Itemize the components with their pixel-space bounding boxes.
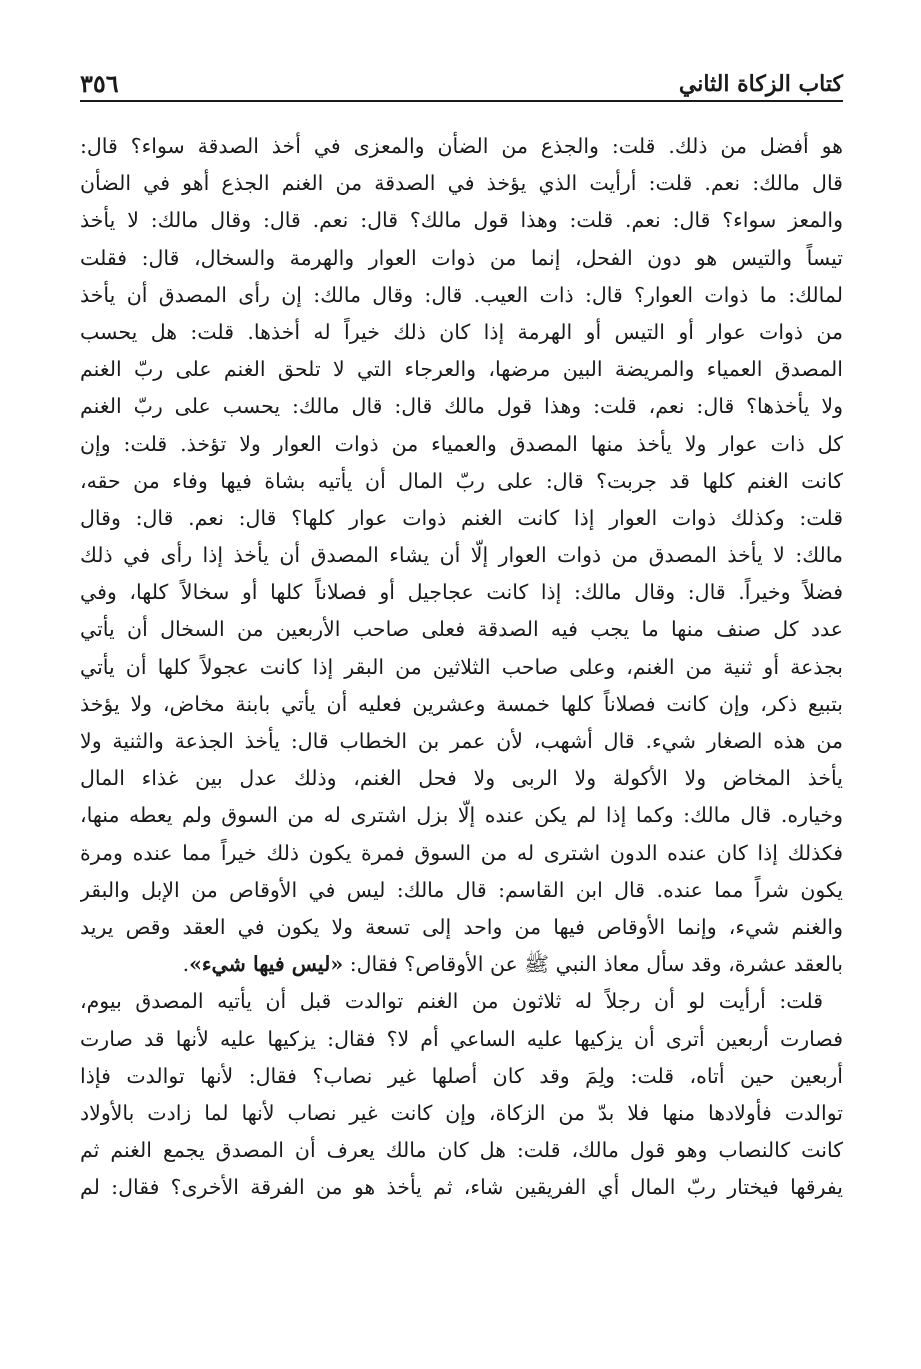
text-span: بالعقد عشرة، وقد سأل معاذ النبي ﷺ عن الأوقاص؟ فقال:: [349, 952, 843, 977]
main-text: [80, 128, 843, 1206]
text-line: تيساً والتيس هو دون الفحل، إنما من ذوات العوار والهرمة والسخال، قال: فقلت: [80, 245, 843, 270]
text-line: كانت الغنم كلها قد جربت؟ قال: على ربّ المال أن يأتيه بشاة فيها وفاء من حقه،: [80, 468, 843, 493]
header-divider: [80, 100, 843, 102]
text-line: يكون شراً مما عنده. قال ابن القاسم: قال مالك: ليس في الأوقاص من الإبل والبقر: [80, 877, 843, 902]
text-line: يفرقها فيختار ربّ المال أي الفريقين شاء، ثم يأخذ هو من الفرقة الأخرى؟ فقال: لم: [80, 1175, 843, 1200]
text-line: قال مالك: نعم. قلت: أرأيت الذي يؤخذ في الصدقة من الغنم الجذع أهو في الضأن: [80, 171, 843, 196]
page-header: [80, 66, 843, 96]
text-line: توالدت فأولادها منها فلا بدّ من الزكاة، وإن كانت غير نصاب لأنها لما زادت بالأولاد: [80, 1100, 843, 1125]
text-line: بتبيع ذكر، وإن كانت فصلاناً كلها خمسة وعشرين فعليه أن يأتي بابنة مخاض، ولا يؤخذ: [80, 691, 843, 716]
text-line: أربعين حين أتاه، قلت: ولِمَ وقد كان أصلها غير نصاب؟ فقال: لأنها توالدت فإذا: [80, 1063, 843, 1088]
text-line: قلت: وكذلك ذوات العوار إذا كانت الغنم ذوات عوار كلها؟ قال: نعم. قال: وقال: [80, 505, 843, 530]
text-line: كانت كالنصاب وهو قول مالك، قلت: هل كان مالك يعرف أن المصدق يجمع الغنم ثم: [80, 1138, 843, 1163]
text-line: بجذعة أو ثنية من الغنم، وعلى صاحب الثلاثين من البقر إذا كانت عجولاً كلها أن يأتي: [80, 654, 843, 679]
running-title: كتاب الزكاة الثاني: [678, 71, 843, 97]
hadith-quote: «ليس فيها شيء»: [189, 952, 344, 977]
text-line: من ذوات عوار أو التيس أو الهرمة إذا كان ذلك خيراً له أخذها. قلت: هل يحسب: [80, 319, 843, 344]
text-line: يأخذ المخاض ولا الأكولة ولا الربى ولا فحل الغنم، وذلك عدل بين غذاء المال: [80, 766, 843, 791]
text-line: كل ذات عوار ولا يأخذ منها المصدق والعمياء من ذوات العوار ولا تؤخذ. قلت: وإن: [80, 431, 843, 456]
text-line: فصارت أربعين أترى أن يزكيها عليه الساعي أم لا؟ فقال: يزكيها عليه لأنها قد صارت: [80, 1026, 843, 1051]
text-line: فكذلك إذا كان عنده الدون اشترى له من السوق فمرة يكون ذلك خيراً مما عنده ومرة: [80, 840, 843, 865]
text-line: ولا يأخذها؟ قال: نعم، قلت: وهذا قول مالك قال: قال مالك: يحسب على ربّ الغنم: [80, 394, 843, 419]
text-line: لمالك: ما ذوات العوار؟ قال: ذات العيب. قال: وقال مالك: إن رأى المصدق أن يأخذ: [80, 282, 843, 307]
text-line: والغنم شيء، وإنما الأوقاص فيها من واحد إلى تسعة ولا يكون في العقد وقص يريد: [80, 914, 843, 939]
text-line: والمعز سواء؟ قال: نعم. قلت: وهذا قول مالك؟ قال: نعم. قال: وقال مالك: لا يأخذ: [80, 208, 843, 233]
text-line: مالك: لا يأخذ المصدق من ذوات العوار إلّا أن يشاء المصدق أن يأخذ إذا رأى في ذلك: [80, 543, 843, 568]
text-line: من هذه الصغار شيء. قال أشهب، لأن عمر بن الخطاب قال: يأخذ الجذعة والثنية ولا: [80, 729, 843, 753]
text-line: وخياره. قال مالك: وكما إذا لم يكن عنده إلّا بزل اشترى له من السوق ولم يعطه منها،: [80, 803, 843, 828]
text-line: المصدق العمياء والمريضة البين مرضها، والعرجاء التي لا تلحق الغنم على ربّ الغنم: [80, 357, 843, 382]
text-line: عدد كل صنف منها ما يجب فيه الصدقة فعلى صاحب الأربعين من السخال أن يأتي: [80, 617, 843, 642]
text-line: فضلاً وخيراً. قال: وقال مالك: إذا كانت عجاجيل أو فصلاناً كلها أو سخالاً كلها، وفي: [80, 580, 843, 605]
page-number: ٣٥٦: [80, 69, 119, 98]
text-line: هو أفضل من ذلك. قلت: والجذع من الضأن والمعزى في أخذ الصدقة سواء؟ قال:: [80, 134, 843, 158]
paragraph-end-line: [80, 946, 843, 983]
paragraph-start-line: قلت: أرأيت لو أن رجلاً له ثلاثون من الغنم توالدت قبل أن يأتيه المصدق بيوم،: [80, 989, 823, 1014]
hadith-end-mark: .: [182, 952, 190, 977]
